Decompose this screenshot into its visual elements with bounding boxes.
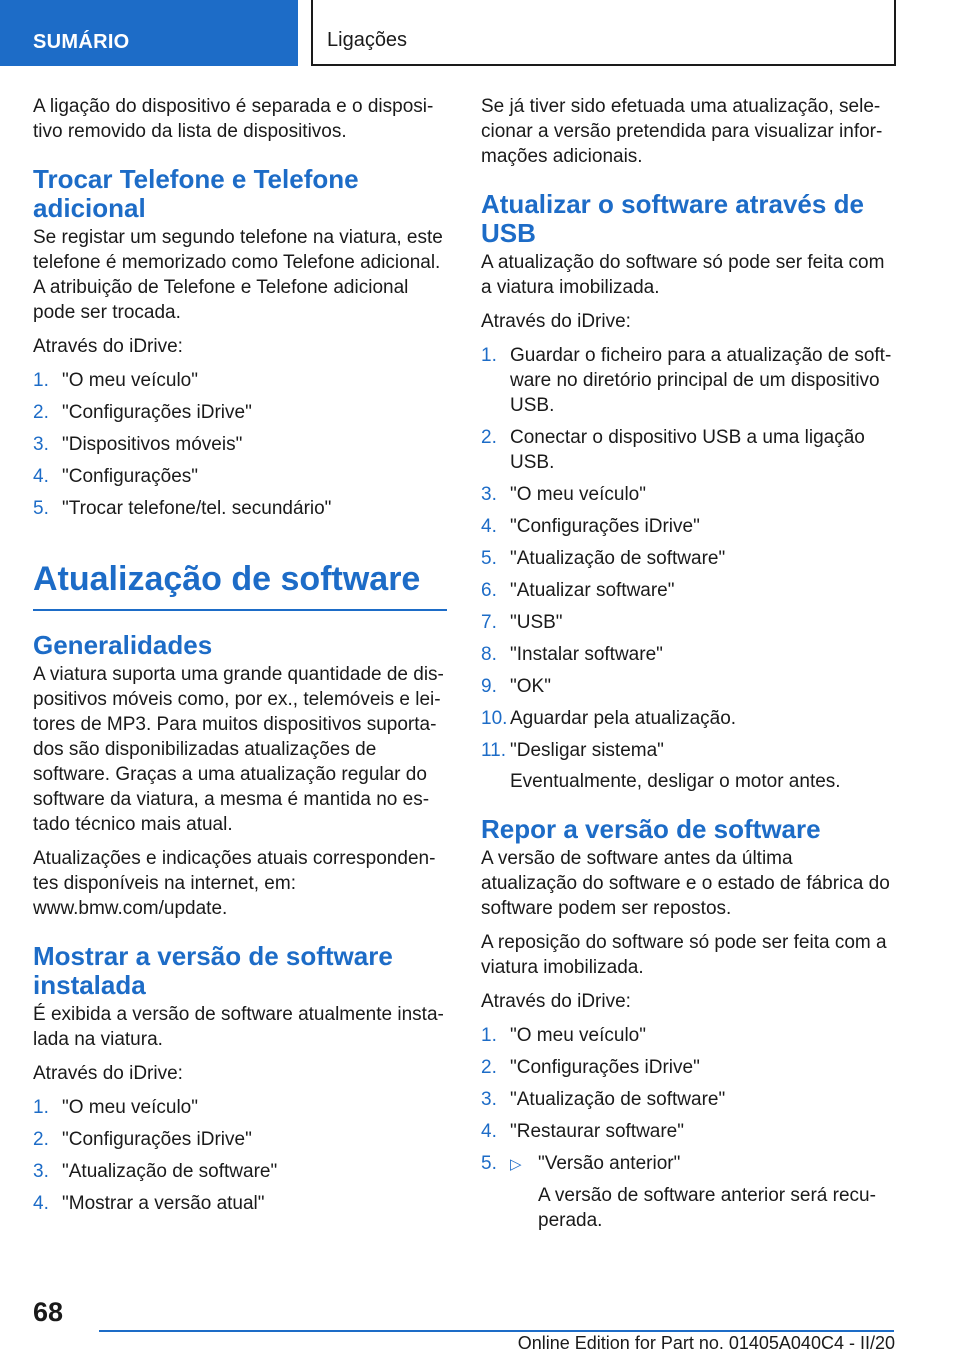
right-column [481, 94, 893, 1242]
paragraph: Se registar um segundo telefone na viatura, este telefone é memorizado como Telefone adicional. A atribuição de Telefone e Telefone adicional pode ser trocada. [33, 227, 443, 323]
paragraph: A viatura suporta uma grande quantidade de dis-positivos móveis como, por ex., telemóveis e lei-tores de MP3. Para muitos dispositivos suporta-dos são disponibilizadas atualizações de software. Graças a uma atualização regular do software da viatura, a mesma é mantida no es-tado técnico mais atual. [33, 664, 444, 835]
list-item: 9. "OK" [481, 676, 551, 697]
step-note: Eventualmente, desligar o motor antes. [510, 771, 841, 792]
paragraph: A reposição do software só pode ser feita com a viatura imobilizada. [481, 932, 887, 978]
step-note: A versão de software anterior será recu-perada. [538, 1185, 876, 1231]
section-title: Atualização de software [33, 559, 447, 611]
list-item: 2. "Configurações iDrive" [481, 1057, 700, 1078]
list-item: 10. Aguardar pela atualização. [481, 708, 737, 729]
page-header [0, 0, 960, 66]
steps-list [33, 1095, 447, 1216]
heading-generalidades: Generalidades [33, 630, 213, 660]
steps-list [481, 1023, 893, 1233]
list-item: 5. ▷ "Versão anterior" A versão de software anterior será recu-perada. [481, 1151, 893, 1233]
list-item: 2. Conectar o dispositivo USB a uma ligação USB. [481, 427, 865, 473]
intro-paragraph: Se já tiver sido efetuada uma atualização, sele-cionar a versão pretendida para visualizar infor-mações adicionais. [481, 96, 883, 167]
list-item: 2. "Configurações iDrive" [33, 1129, 252, 1150]
list-item: 8. "Instalar software" [481, 644, 663, 665]
list-item: 1. "O meu veículo" [481, 1025, 646, 1046]
paragraph: Através do iDrive: [481, 991, 631, 1012]
list-item: 1. "O meu veículo" [33, 1097, 198, 1118]
list-item: 3. "O meu veículo" [481, 484, 646, 505]
footer-edition: Online Edition for Part no. 01405A040C4 - II/20 [517, 1333, 895, 1353]
paragraph: A atualização do software só pode ser feita com a viatura imobilizada. [481, 252, 885, 298]
footer-divider [99, 1330, 894, 1332]
steps-list [33, 368, 447, 521]
triangle-marker-icon: ▷ [510, 1156, 522, 1173]
list-item: 1. Guardar o ficheiro para a atualização de soft-ware no diretório principal de um dispositivo USB. [481, 345, 892, 416]
paragraph: É exibida a versão de software atualmente insta-lada na viatura. [33, 1004, 444, 1050]
sumario-tab[interactable]: SUMÁRIO [0, 0, 298, 66]
list-item: 4. "Restaurar software" [481, 1121, 684, 1142]
list-item: 5. "Trocar telefone/tel. secundário" [33, 498, 332, 519]
list-item: 6. "Atualizar software" [481, 580, 675, 601]
heading-mostrar-versao: Mostrar a versão de software instalada [33, 941, 393, 1000]
paragraph: Através do iDrive: [33, 336, 183, 357]
paragraph: Através do iDrive: [481, 311, 631, 332]
intro-paragraph: A ligação do dispositivo é separada e o disposi-tivo removido da lista de dispositivos. [33, 96, 434, 142]
list-item: 4. "Configurações iDrive" [481, 516, 700, 537]
list-item: 4. "Mostrar a versão atual" [33, 1193, 265, 1214]
list-item: 3. "Atualização de software" [481, 1089, 726, 1110]
list-item: 3. "Dispositivos móveis" [33, 434, 243, 455]
paragraph: A versão de software antes da última atualização do software e o estado de fábrica do software podem ser repostos. [481, 848, 890, 919]
page-number: 68 [33, 1297, 64, 1327]
list-item: 4. "Configurações" [33, 466, 199, 487]
list-item: 2. "Configurações iDrive" [33, 402, 252, 423]
heading-atualizar-usb: Atualizar o software através de USB [481, 189, 864, 248]
chapter-title: Ligações [311, 0, 896, 66]
list-item: 3. "Atualização de software" [33, 1161, 278, 1182]
list-item: 5. "Atualização de software" [481, 548, 726, 569]
list-item: 11. "Desligar sistema" Eventualmente, desligar o motor antes. [481, 738, 893, 794]
paragraph: Através do iDrive: [33, 1063, 183, 1084]
list-item: 1. "O meu veículo" [33, 370, 198, 391]
heading-trocar-telefone: Trocar Telefone e Telefone adicional [33, 164, 359, 223]
paragraph: Atualizações e indicações atuais corresponden-tes disponíveis na internet, em: www.bmw.com/update. [33, 848, 436, 919]
heading-repor-versao: Repor a versão de software [481, 814, 821, 844]
left-column [33, 94, 447, 1225]
steps-list [481, 343, 893, 794]
list-item: 7. "USB" [481, 612, 563, 633]
